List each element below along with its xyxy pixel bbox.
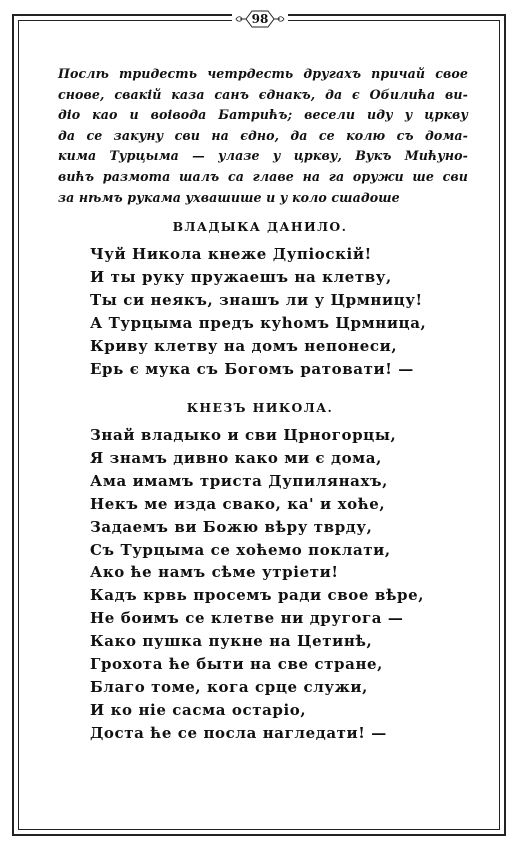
stage-direction-line: да се закуну сви на єдно, да се колю съ дома- [58, 127, 468, 143]
verse-line: Съ Турцыма се хоћемо поклати, [90, 540, 391, 559]
stage-direction-line: діо као и воівода Батрићъ; весели иду у цркву [58, 107, 468, 123]
stage-direction-line: снове, свакій каза санъ єднакъ, да є Обилића ви- [58, 86, 468, 102]
verse-line: Ерь є мука съ Богомъ ратовати! — [90, 359, 414, 378]
verse-line: Кадъ крвь просемъ ради свое вѣре, [90, 586, 425, 605]
verse-line: Криву клетву на домъ непонеси, [90, 336, 398, 355]
verse-line: И ко ніе сасма остаріо, [90, 700, 307, 719]
stage-direction-line: кима Турцыма — улазе у цркву, Вукъ Мићуно- [58, 148, 468, 164]
verse-line: Ты си неякъ, знашъ ли у Црмницу! [90, 290, 423, 309]
page-number-ornament [232, 6, 288, 32]
verse-line: А Турцыма предъ куһомъ Црмница, [90, 313, 427, 332]
verse-line: Ама имамъ триста Дупилянахъ, [90, 471, 388, 490]
verse-line: И ты руку пружаешъ на клетву, [90, 267, 392, 286]
verse-line: Некъ ме изда свако, ка' и хоће, [90, 494, 386, 513]
verse-line: Ако ћe намъ сѣме утріети! [90, 563, 339, 582]
speaker-heading-knez: КНЕЗЪ НИКОЛА. [186, 400, 334, 415]
verse-line: Чуй Никола кнеже Дупіоскій! [90, 245, 372, 263]
verse-line: Знай владыко и сви Црногорцы, [90, 426, 397, 444]
verse-line: Я знамъ дивно како ми є дома, [90, 448, 382, 467]
verse-line: Задаемъ ви Божю вѣру тврду, [90, 517, 373, 536]
verse-line: Како пушка пукне на Цетинѣ, [90, 632, 373, 651]
verse-line: Благо томе, кога срце служи, [90, 677, 368, 696]
stage-direction-line: за нѣмъ рукама ухвашише и у коло сшадоше [58, 189, 400, 205]
verse-block-vladyka [90, 243, 426, 380]
verse-line: Доста ће се посла нагледати! — [90, 723, 387, 742]
speaker-heading-vladyka: ВЛАДЫКА ДАНИЛО. [172, 219, 348, 234]
stage-direction-line: вићъ размота шалъ са главе на га оружи ше сви [58, 168, 468, 184]
stage-direction-line: Послѣ тридесть четрдесть другахъ причай свое [58, 66, 468, 81]
page-number: 98 [251, 12, 269, 26]
verse-block-knez [90, 424, 424, 745]
stage-direction [58, 64, 468, 208]
verse-line: Грохота ће быти на све стране, [90, 655, 384, 674]
verse-line: Не боимъ се клетве ни другога — [90, 609, 404, 628]
